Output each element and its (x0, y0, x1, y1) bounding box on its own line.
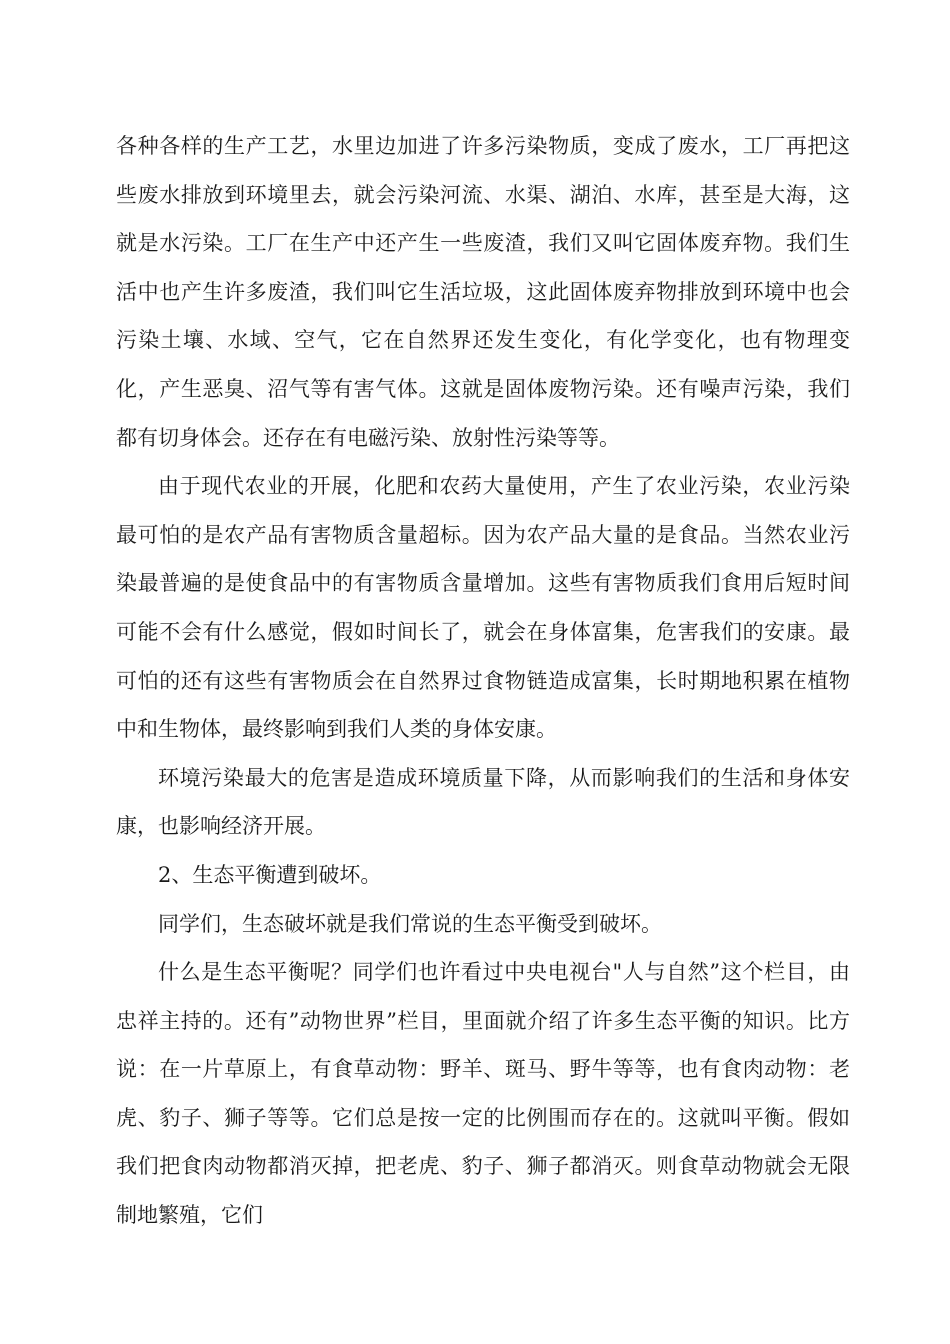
paragraph-water-and-solid-waste-pollution: 各种各样的生产工艺，水里边加进了许多污染物质，变成了废水，工厂再把这些废水排放到环境里去，就会污染河流、水渠、湖泊、水库，甚至是大海，这就是水污染。工厂在生产中还产生一些废渣，我们又叫它固体废弃物。我们生活中也产生许多废渣，我们叫它生活垃圾，这此固体废弃物排放到环境中也会污染土壤、水域、空气，它在自然界还发生变化，有化学变化，也有物理变化，产生恶臭、沼气等有害气体。这就是固体废物污染。还有噪声污染，我们都有切身体会。还存在有电磁污染、放射性污染等等。 (116, 134, 850, 450)
document-body (116, 122, 850, 1240)
paragraph-agricultural-pollution: 由于现代农业的开展，化肥和农药大量使用，产生了农业污染，农业污染最可怕的是农产品有害物质含量超标。因为农产品大量的是食品。当然农业污染最普遍的是使食品中的有害物质含量增加。这些有害物质我们食用后短时间可能不会有什么感觉，假如时间长了，就会在身体富集，危害我们的安康。最可怕的还有这些有害物质会在自然界过食物链造成富集，长时期地积累在植物中和生物体，最终影响到我们人类的身体安康。 (116, 474, 850, 742)
paragraph-ecological-destruction: 同学们，生态破坏就是我们常说的生态平衡受到破坏。 (158, 911, 662, 936)
paragraph-what-is-ecological-balance: 什么是生态平衡呢？同学们也许看过中央电视台"人与自然”这个栏目，由忠祥主持的。还有”动物世界”栏目，里面就介绍了许多生态平衡的知识。比方说：在一片草原上，有食草动物：野羊、斑马、野牛等等，也有食肉动物：老虎、豹子、狮子等等。它们总是按一定的比例围而存在的。这就叫平衡。假如我们把食肉动物都消灭掉，把老虎、豹子、狮子都消灭。则食草动物就会无限制地繁殖，它们 (116, 960, 850, 1228)
paragraph-pollution-harm: 环境污染最大的危害是造成环境质量下降，从而影响我们的生活和身体安康，也影响经济开展。 (116, 765, 850, 839)
section-heading-ecological-balance: 2、生态平衡遭到破坏。 (158, 862, 382, 887)
